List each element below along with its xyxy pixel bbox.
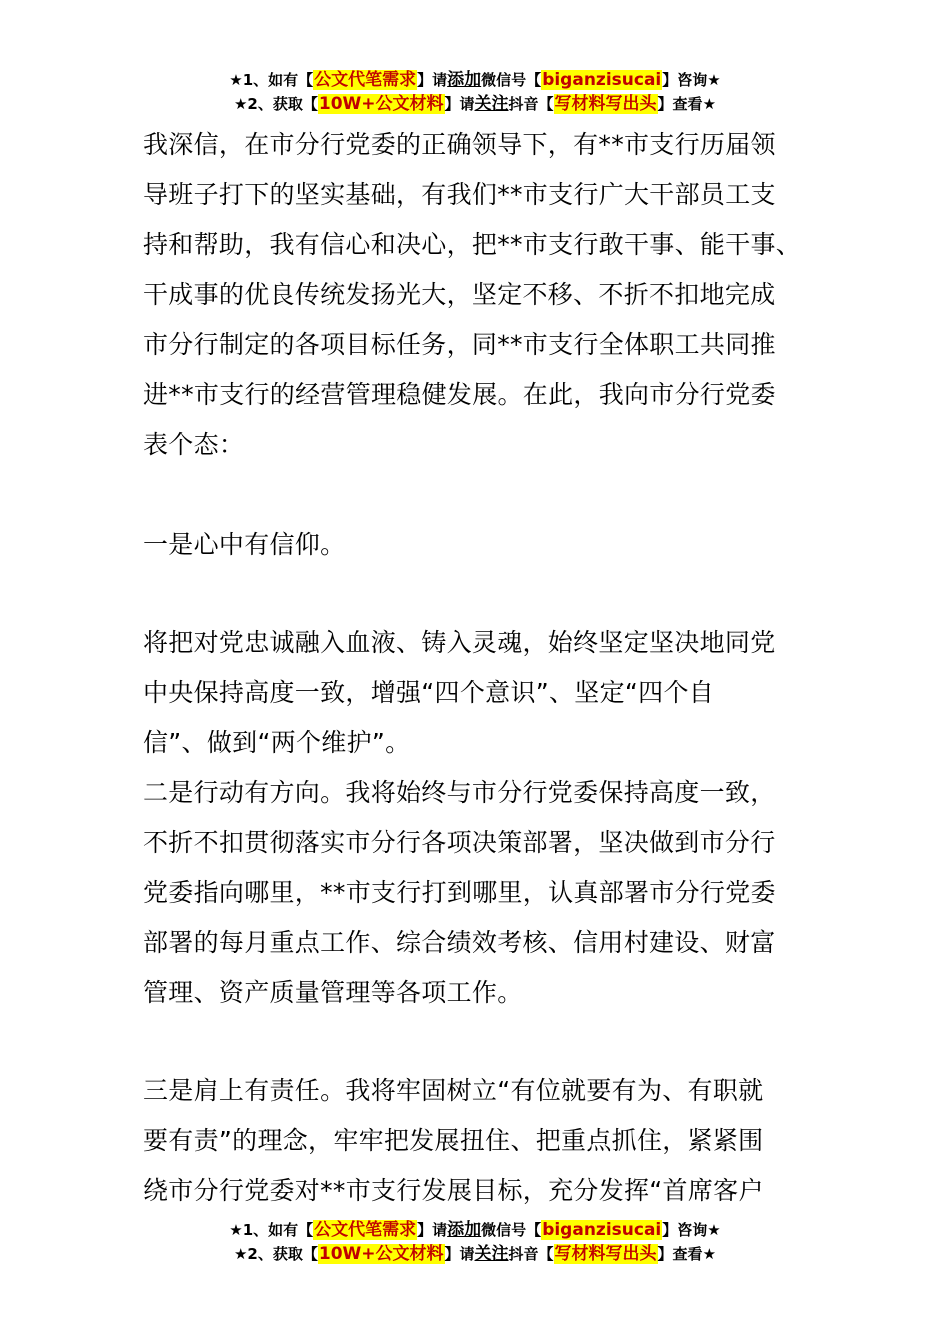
banner-text: 】请 (444, 1245, 475, 1263)
paragraph-intro: 我深信，在市分行党委的正确领导下，有**市支行历届领 导班子打下的坚实基础，有我们**市支行广大干部员工支 持和帮助，我有信心和决心，把**市支行敢干事、能干事、 干成事的优良传统发扬光大，坚定不移、不折不扣地完成 市分行制定的各项目标任务，同**市支行全体职工共同推 进**市支行的经营管理稳健发展。在此，我向市分行党委 表个态： (143, 130, 802, 459)
banner-text: 抖音【 (508, 1245, 554, 1263)
banner-emphasis: 添加 (447, 70, 482, 90)
banner-text: 微信号【 (481, 1221, 542, 1239)
star-icon: ★ (702, 95, 717, 113)
highlight-wechat-id: biganzisucai (542, 1220, 662, 1240)
banner-text: 1、如有【 (242, 1221, 314, 1239)
star-icon: ★ (702, 1245, 717, 1263)
star-icon: ★ (707, 71, 721, 89)
banner-emphasis: 关注 (474, 94, 509, 114)
highlight-douyin: 写材料写出头 (554, 1244, 657, 1264)
highlight-service: 公文代笔需求 (314, 1220, 417, 1240)
star-icon: ★ (229, 71, 243, 89)
footer-banner (0, 1218, 950, 1266)
paragraph-heading-faith: 一是心中有信仰。 (143, 530, 346, 559)
star-icon: ★ (233, 95, 248, 113)
star-icon: ★ (233, 1245, 248, 1263)
banner-text: 微信号【 (481, 71, 542, 89)
banner-text: 2、获取【 (247, 1245, 318, 1263)
banner-emphasis: 添加 (447, 1220, 482, 1240)
banner-text: 】请 (417, 71, 448, 89)
highlight-materials: 10W+公文材料 (318, 1244, 444, 1264)
banner-text: 抖音【 (508, 95, 554, 113)
banner-text: 】咨询 (662, 1221, 708, 1239)
paragraph-loyalty: 将把对党忠诚融入血液、铸入灵魂，始终坚定坚决地同党 中央保持高度一致，增强“四个意识”、坚定“四个自 信”、做到“两个维护”。 (143, 628, 776, 757)
banner-line-1 (0, 1218, 950, 1242)
paragraph-responsibility: 三是肩上有责任。我将牢固树立“有位就要有为、有职就 要有责”的理念，牢牢把发展扭住、把重点抓住，紧紧围 绕市分行党委对**市支行发展目标，充分发挥“首席客户 (143, 1076, 764, 1205)
banner-emphasis: 关注 (474, 1244, 509, 1264)
banner-text: 】查看 (657, 1245, 703, 1263)
banner-text: 】请 (417, 1221, 448, 1239)
star-icon: ★ (229, 1221, 243, 1239)
highlight-service: 公文代笔需求 (314, 70, 417, 90)
highlight-douyin: 写材料写出头 (554, 94, 657, 114)
header-banner (0, 68, 950, 116)
banner-line-2 (0, 92, 950, 116)
highlight-wechat-id: biganzisucai (542, 70, 662, 90)
highlight-materials: 10W+公文材料 (318, 94, 444, 114)
star-icon: ★ (707, 1221, 721, 1239)
banner-line-1 (0, 68, 950, 92)
banner-text: 】咨询 (662, 71, 708, 89)
banner-line-2 (0, 1242, 950, 1266)
banner-text: 】请 (444, 95, 475, 113)
banner-text: 】查看 (657, 95, 703, 113)
banner-text: 1、如有【 (242, 71, 314, 89)
banner-text: 2、获取【 (247, 95, 318, 113)
paragraph-direction: 二是行动有方向。我将始终与市分行党委保持高度一致， 不折不扣贯彻落实市分行各项决策部署，坚决做到市分行 党委指向哪里，**市支行打到哪里，认真部署市分行党委 部署的每月重点工作、综合绩效考核、信用村建设、财富 管理、资产质量管理等各项工作。 (143, 778, 776, 1007)
